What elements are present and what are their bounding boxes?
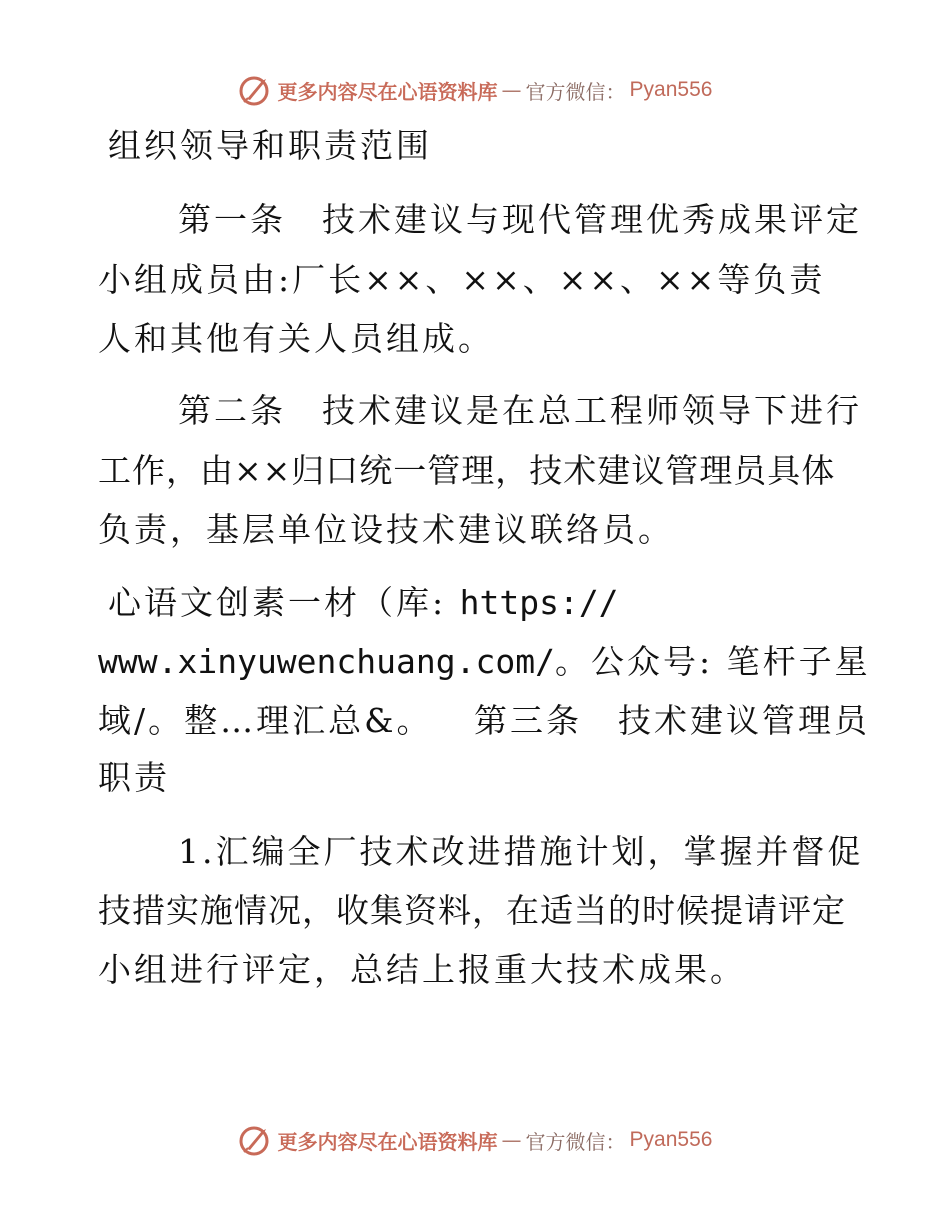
banner-wechat-label: 官方微信： xyxy=(525,1129,626,1154)
text-line: 第二条 技术建议是在总工程师领导下进行 xyxy=(178,391,862,430)
section-heading: 组织领导和职责范围 xyxy=(108,126,432,165)
text-line: 职责 xyxy=(98,758,170,797)
url-segment: www.xinyuwenchuang.com/ xyxy=(98,642,555,681)
text-segment: 心语文创素一材（库: xyxy=(108,583,460,622)
text-line: 小组进行评定，总结上报重大技术成果。 xyxy=(98,950,746,989)
text-line: 技措实施情况，收集资料，在适当的时候提请评定 xyxy=(98,891,846,930)
quill-pen-logo-icon xyxy=(238,1123,272,1157)
text-line xyxy=(98,642,871,682)
text-segment: 。公众号: 笔杆子星 xyxy=(554,642,871,681)
url-segment: https:// xyxy=(459,583,619,622)
text-line: 小组成员由:厂长××、××、××、××等负责 xyxy=(98,260,826,299)
quill-pen-logo-icon xyxy=(238,73,272,107)
text-line xyxy=(108,583,619,623)
text-line: 第一条 技术建议与现代管理优秀成果评定 xyxy=(178,200,862,239)
text-line: 1.汇编全厂技术改进措施计划，掌握并督促 xyxy=(178,832,864,871)
header-banner xyxy=(0,70,950,110)
footer-banner xyxy=(0,1120,950,1160)
text-line: 负责，基层单位设技术建议联络员。 xyxy=(98,510,674,549)
banner-separator: — xyxy=(501,78,522,102)
banner-wechat-label: 官方微信： xyxy=(525,79,626,104)
text-line: 人和其他有关人员组成。 xyxy=(98,319,494,358)
text-segment: 域/。整…理汇总&。 xyxy=(98,701,433,740)
banner-separator: — xyxy=(501,1128,522,1152)
banner-wechat-id: Pyan556 xyxy=(629,78,713,101)
banner-wechat-id: Pyan556 xyxy=(629,1128,713,1151)
text-line: 第三条 技术建议管理员 xyxy=(474,701,870,740)
banner-text: 更多内容尽在心语资料库 xyxy=(277,79,498,104)
banner-text: 更多内容尽在心语资料库 xyxy=(277,1129,498,1154)
text-line xyxy=(98,701,433,741)
text-line: 工作，由××归口统一管理，技术建议管理员具体 xyxy=(98,451,836,490)
